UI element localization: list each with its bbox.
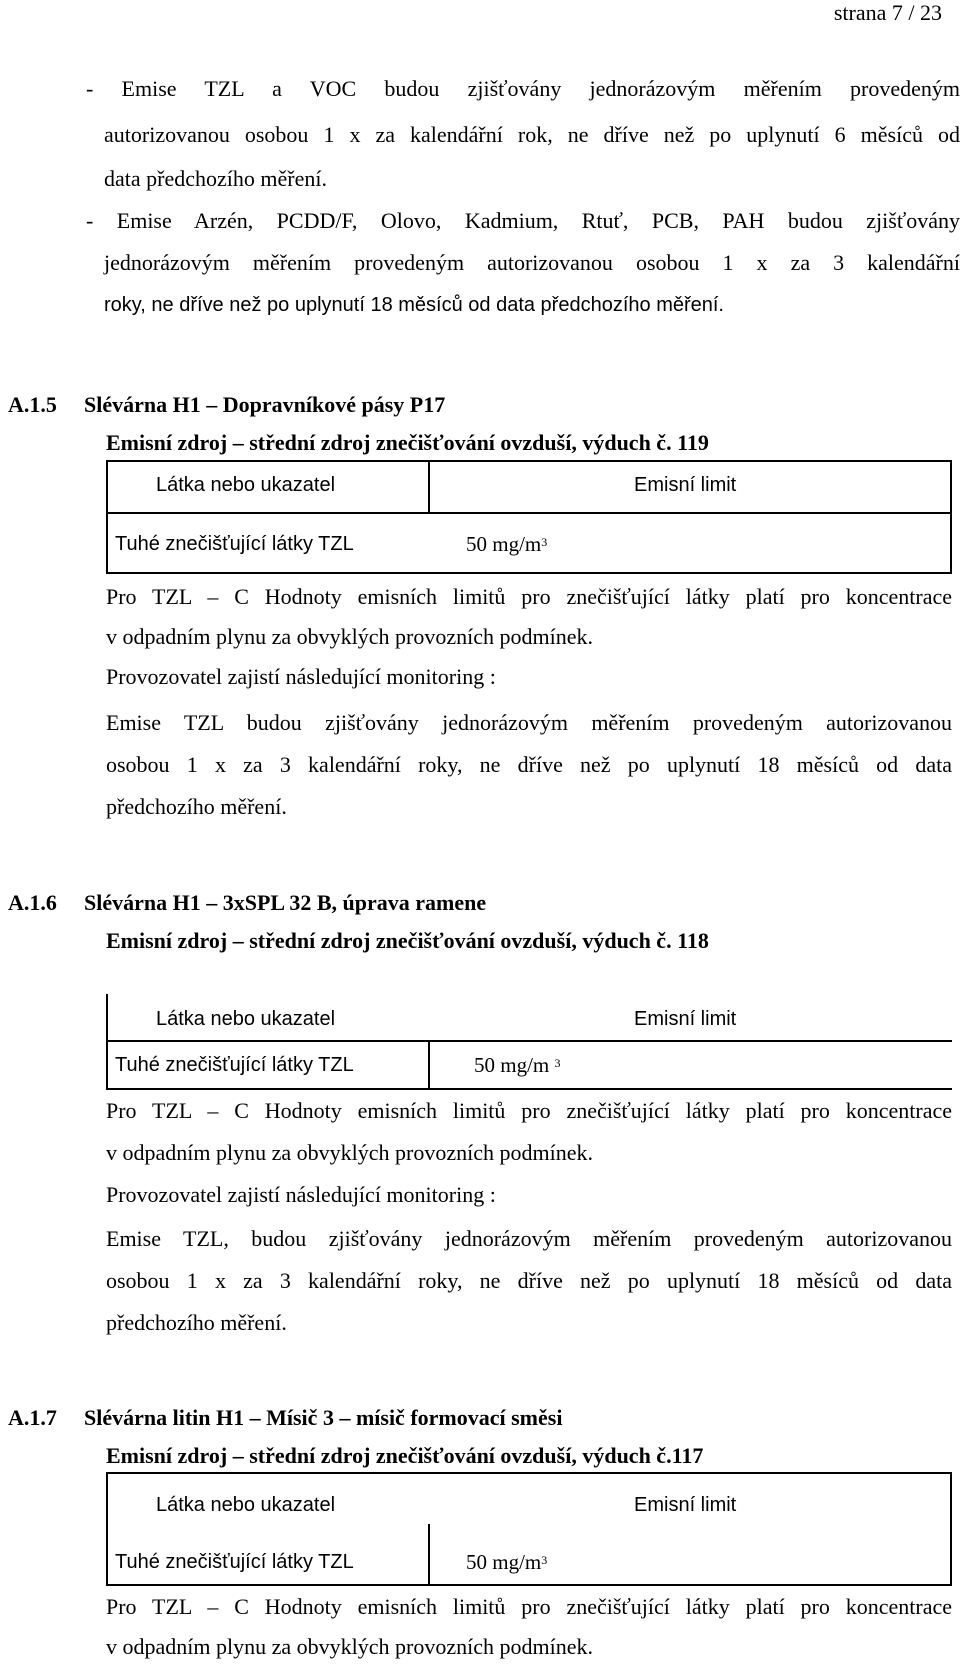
table-cell-limit: 50 $mg/m^3$ xyxy=(466,1550,548,1574)
table-header-substance: Látka nebo ukazatel xyxy=(156,1008,336,1030)
section-a16-title: Slévárna H1 – 3xSPL 32 B, úprava ramene xyxy=(84,890,487,915)
page-number: strana 7 / 23 xyxy=(833,0,942,25)
section-a15-code: A.1.5 xyxy=(8,392,57,417)
table-header-limit: Emisní limit xyxy=(634,1008,737,1030)
section-a16-source: Emisní zdroj – střední zdroj znečišťování ovzduší, výduch č. 118 xyxy=(106,928,709,953)
section-a16-monitoring-line-2: osobou 1 x za 3 kalendářní roky, ne dříve než po uplynutí 18 měsíců od data xyxy=(106,1268,952,1293)
table-cell-substance: Tuhé znečišťující látky TZL xyxy=(115,1551,354,1573)
section-a16-monitoring-line-3: předchozího měření. xyxy=(106,1310,287,1335)
section-a15-title: Slévárna H1 – Dopravníkové pásy P17 xyxy=(84,392,446,417)
section-a17-title: Slévárna litin H1 – Mísič 3 – mísič formovací směsi xyxy=(84,1405,563,1430)
table-cell-limit: 50 mg/m $^3$ xyxy=(474,1053,561,1077)
section-a15-monitoring-line-3: předchozího měření. xyxy=(106,794,287,819)
section-a16-emission-table xyxy=(106,994,952,1090)
section-a15-monitoring-line-1: Emise TZL budou zjišťovány jednorázovým měřením provedeným autorizovanou xyxy=(106,710,952,735)
table-cell-substance: Tuhé znečišťující látky TZL xyxy=(115,533,354,555)
table-header-limit: Emisní limit xyxy=(634,474,737,496)
section-a15-monitoring-intro: Provozovatel zajistí následující monitoring : xyxy=(106,664,496,689)
section-a15-source: Emisní zdroj – střední zdroj znečišťování ovzduší, výduch č. 119 xyxy=(106,430,709,455)
section-a15-monitoring-line-2: osobou 1 x za 3 kalendářní roky, ne dříve než po uplynutí 18 měsíců od data xyxy=(106,752,952,777)
section-a16-monitoring-line-1: Emise TZL, budou zjišťovány jednorázovým měřením provedeným autorizovanou xyxy=(106,1226,952,1251)
table-cell-substance: Tuhé znečišťující látky TZL xyxy=(115,1054,354,1076)
intro-p2-line-1: - Emise Arzén, PCDD/F, Olovo, Kadmium, Rtuť, PCB, PAH budou zjišťovány xyxy=(86,208,960,233)
intro-p1-line-3: data předchozího měření. xyxy=(104,166,327,191)
section-a17-source: Emisní zdroj – střední zdroj znečišťování ovzduší, výduch č.117 xyxy=(106,1443,704,1468)
table-header-substance: Látka nebo ukazatel xyxy=(156,474,336,496)
section-a15-note-line-2: v odpadním plynu za obvyklých provozních podmínek. xyxy=(106,624,593,649)
section-a15-emission-table xyxy=(106,460,952,574)
section-a17-code: A.1.7 xyxy=(8,1405,57,1430)
section-a17-note-line-2: v odpadním plynu za obvyklých provozních podmínek. xyxy=(106,1634,593,1659)
section-a16-code: A.1.6 xyxy=(8,890,57,915)
table-header-limit: Emisní limit xyxy=(634,1494,737,1516)
section-a17-note-line-1: Pro TZL – C Hodnoty emisních limitů pro znečišťující látky platí pro koncentrace xyxy=(106,1594,952,1619)
section-a15-note-line-1: Pro TZL – C Hodnoty emisních limitů pro znečišťující látky platí pro koncentrace xyxy=(106,584,952,609)
intro-p1-line-2: autorizovanou osobou 1 x za kalendářní rok, ne dříve než po uplynutí 6 měsíců od xyxy=(104,122,960,147)
table-cell-limit: 50 $mg/m^3$ xyxy=(466,532,548,556)
section-a16-note-line-2: v odpadním plynu za obvyklých provozních podmínek. xyxy=(106,1140,593,1165)
section-a16-note-line-1: Pro TZL – C Hodnoty emisních limitů pro znečišťující látky platí pro koncentrace xyxy=(106,1098,952,1123)
section-a17-emission-table xyxy=(106,1472,952,1586)
intro-p1-line-1: - Emise TZL a VOC budou zjišťovány jednorázovým měřením provedeným xyxy=(86,76,960,101)
section-a16-monitoring-intro: Provozovatel zajistí následující monitoring : xyxy=(106,1182,496,1207)
intro-p2-line-2: jednorázovým měřením provedeným autorizovanou osobou 1 x za 3 kalendářní xyxy=(104,250,960,275)
table-header-substance: Látka nebo ukazatel xyxy=(156,1494,336,1516)
intro-p2-line-3: roky, ne dříve než po uplynutí 18 měsíců od data předchozího měření. xyxy=(104,294,724,316)
